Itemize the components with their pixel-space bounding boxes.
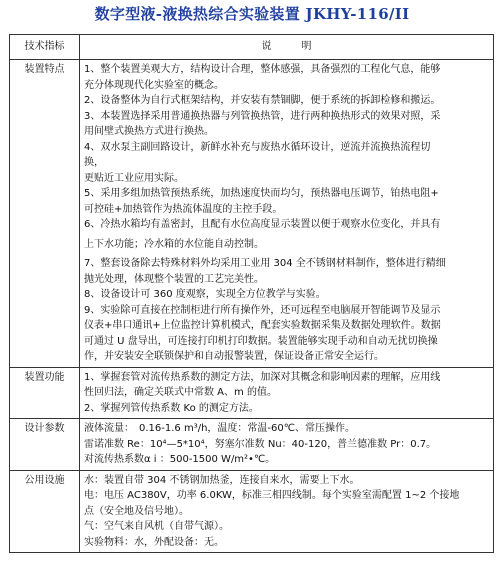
- table-row: [10, 367, 494, 419]
- spec-table: [9, 34, 494, 553]
- content-line: 对流传热系数α i ：500-1500 W/m²•℃。: [84, 454, 276, 465]
- content-line: 仪表+串口通讯+上位监控计算机模式，配套实验数据采集及数据处理软件。数据: [84, 320, 441, 331]
- content-line: 3、本装置选择采用普通换热器与列管换热管，进行两种换热形式的效果对照，采: [84, 110, 441, 122]
- content-line: 可通过 U 盘导出，可连接打印机打印数据。装置能够实现手动和自动无扰切换操: [84, 335, 438, 347]
- content-line: 6、冷热水箱均有盖密封，且配有水位高度显示装置以便于观察水位变化，并具有: [84, 219, 441, 230]
- content-line: 1、整个装置美观大方，结构设计合理，整体感强，具备强烈的工程化气息，能够: [84, 64, 441, 75]
- content-line: 9、实验除可直接在控制柜进行所有操作外，还可远程至电脑展开智能调节及显示: [84, 304, 441, 316]
- header-indicator: 技术指标: [10, 35, 80, 60]
- table-row: [10, 60, 494, 368]
- page-title: 数字型液-液换热综合实验装置 JKHY-116/II: [94, 5, 410, 23]
- content-line: 用间壁式换热方式进行换热。: [84, 126, 214, 137]
- content-line: 性回归法，确定关联式中常数 A、m 的值。: [84, 387, 277, 398]
- content-line: 换，: [84, 157, 104, 168]
- content-line: 可控硅+加热管作为热流体温度的主控手段。: [84, 203, 283, 215]
- content-line: 作，并安装安全联锁保护和自动报警装置，保证设备正常安全运行。: [84, 351, 384, 362]
- content-line: 液体流量： 0.16-1.6 m³/h，温度：常温-60℃、常压操作。: [84, 423, 355, 434]
- content-line: 点（安全地及信号地）。: [84, 505, 189, 517]
- row-label: 装置功能: [10, 367, 80, 419]
- row-content: [80, 367, 494, 419]
- table-row: [10, 470, 494, 553]
- content-line: 2、掌握列管传热系数 Ko 的测定方法。: [84, 402, 259, 414]
- content-line: 5、采用多组加热管预热系统，加热速度快而均匀，预热器电压调节，铂热电阻+: [84, 188, 439, 199]
- content-line: 4、双水泵主副回路设计，新鲜水补充与废热水循环设计，逆流并流换热流程切: [84, 141, 431, 153]
- row-label: 公用设施: [10, 470, 80, 553]
- row-content: [80, 470, 494, 553]
- content-line: 抛光处理，体现整个装置的工艺完美性。: [84, 273, 264, 285]
- content-line: 水：装置自带 304 不锈钢加热釜，连接自来水，需要上下水。: [84, 474, 360, 486]
- content-line: 更贴近工业应用实际。: [84, 172, 184, 184]
- content-line: 充分体现现代化实验室的概念。: [84, 79, 224, 91]
- content-line: 气：空气来自风机（自带气源）。: [84, 521, 229, 532]
- content-line: 电：电压 AC380V，功率 6.0KW，标准三相四线制。每个实验室需配置 1~2 个接地: [84, 490, 460, 501]
- content-line: 实验物料：水，外配设备：无。: [84, 536, 224, 548]
- content-line: 8、设备设计可 360 度观察，实现全方位教学与实验。: [84, 289, 326, 300]
- row-content: [80, 419, 494, 471]
- row-content: [80, 60, 494, 368]
- content-line: 2、设备整体为自行式框架结构，并安装有禁锢脚，便于系统的拆卸检修和搬运。: [84, 95, 441, 106]
- content-line: 1、掌握套管对流传热系数的测定方法，加深对其概念和影响因素的理解，应用线: [84, 371, 441, 383]
- content-line: 上下水功能；冷水箱的水位能自动控制。: [84, 238, 264, 250]
- table-header-row: [10, 35, 494, 60]
- row-label: 设计参数: [10, 419, 80, 471]
- content-line: 雷诺准数 Re：10⁴—5*10⁴，努塞尔准数 Nu：40-120，普兰德准数 Pr：0.7。: [84, 438, 437, 450]
- header-description: 说 明: [80, 35, 494, 60]
- table-row: [10, 419, 494, 471]
- content-line: 7、整套设备除去特殊材料外均采用工业用 304 全不锈钢材料制作，整体进行精细: [84, 258, 446, 269]
- row-label: 装置特点: [10, 60, 80, 368]
